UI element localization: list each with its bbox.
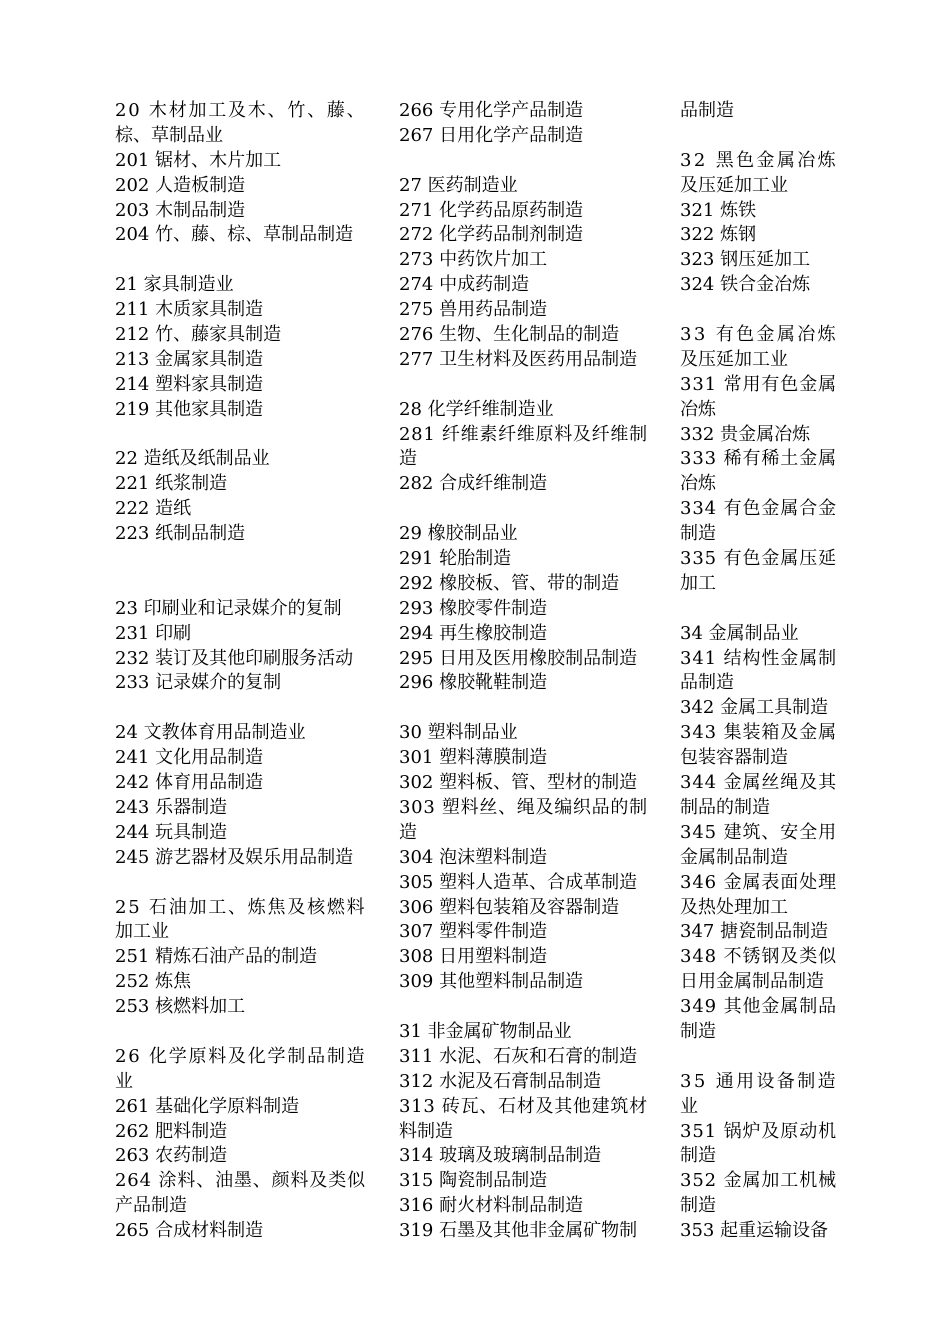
category-heading: 24 文教体育用品制造业 xyxy=(115,722,306,744)
blank-line xyxy=(680,124,836,149)
category-line: 266 专用化学产品制造 xyxy=(399,100,584,121)
category-line: 294 再生橡胶制造 xyxy=(399,622,548,644)
blank-line xyxy=(680,1045,836,1070)
category-line: 304 泡沫塑料制造 xyxy=(399,846,548,868)
category-line: 业 xyxy=(115,1070,133,1092)
category-line: 276 生物、生化制品的制造 xyxy=(399,324,620,346)
category-heading: 34 金属制品业 xyxy=(680,622,799,644)
category-line: 245 游艺器材及娱乐用品制造 xyxy=(115,846,354,868)
category-line: 302 塑料板、管、型材的制造 xyxy=(399,772,638,794)
category-line: 料制造 xyxy=(399,1120,453,1142)
category-line: 347 搪瓷制品制造 xyxy=(680,921,829,943)
category-line: 341 结构性金属制 xyxy=(680,647,837,669)
category-line: 316 耐火材料制品制造 xyxy=(399,1195,584,1217)
category-line: 214 塑料家具制造 xyxy=(115,373,264,395)
category-line: 352 金属加工机械 xyxy=(680,1170,837,1192)
category-line: 303 塑料丝、绳及编织品的制 xyxy=(399,796,648,818)
category-line: 244 玩具制造 xyxy=(115,821,228,843)
category-line: 296 橡胶靴鞋制造 xyxy=(399,672,548,694)
category-line: 281 纤维素纤维原料及纤维制 xyxy=(399,423,648,445)
category-line: 348 不锈钢及类似 xyxy=(680,946,837,968)
category-line: 262 肥料制造 xyxy=(115,1120,228,1142)
category-line: 334 有色金属合金 xyxy=(680,498,837,520)
category-line: 277 卫生材料及医药用品制造 xyxy=(399,348,638,370)
category-line: 221 纸浆制造 xyxy=(115,473,228,495)
category-line: 日用金属制品制造 xyxy=(680,971,824,993)
category-line: 344 金属丝绳及其 xyxy=(680,772,837,794)
blank-line xyxy=(399,149,647,174)
category-line: 307 塑料零件制造 xyxy=(399,921,548,943)
category-line: 251 精炼石油产品的制造 xyxy=(115,946,318,968)
column-3 xyxy=(680,99,839,1244)
category-line: 305 塑料人造革、合成革制造 xyxy=(399,871,638,893)
category-line: 351 锅炉及原动机 xyxy=(680,1120,837,1142)
category-line: 冶炼 xyxy=(680,473,716,495)
category-line: 324 铁合金冶炼 xyxy=(680,274,811,296)
blank-line xyxy=(115,423,365,448)
category-line: 275 兽用药品制造 xyxy=(399,299,548,321)
category-line: 272 化学药品制剂制造 xyxy=(399,224,584,246)
category-line: 223 纸制品制造 xyxy=(115,523,246,545)
blank-line xyxy=(115,547,365,572)
category-line: 业 xyxy=(680,1095,698,1117)
category-heading: 21 家具制造业 xyxy=(115,274,234,296)
category-line: 271 化学药品原药制造 xyxy=(399,199,584,221)
category-line: 264 涂料、油墨、颜料及类似 xyxy=(115,1170,366,1192)
category-line: 261 基础化学原料制造 xyxy=(115,1095,300,1117)
blank-line xyxy=(680,597,836,622)
category-line: 315 陶瓷制品制造 xyxy=(399,1170,548,1192)
category-line: 242 体育用品制造 xyxy=(115,772,264,794)
blank-line xyxy=(680,298,836,323)
category-line: 263 农药制造 xyxy=(115,1145,228,1167)
category-heading: 20 木材加工及木、竹、藤、 xyxy=(115,100,367,121)
category-line: 制造 xyxy=(680,523,716,545)
category-line: 包装容器制造 xyxy=(680,747,788,769)
category-line: 203 木制品制造 xyxy=(115,199,246,221)
category-line: 造 xyxy=(399,821,417,843)
category-line: 335 有色金属压延 xyxy=(680,548,837,570)
category-line: 313 砖瓦、石材及其他建筑材 xyxy=(399,1095,648,1117)
category-line: 343 集装箱及金属 xyxy=(680,722,837,744)
category-line: 308 日用塑料制造 xyxy=(399,946,548,968)
category-heading: 35 通用设备制造 xyxy=(680,1070,839,1092)
category-line: 204 竹、藤、棕、草制品制造 xyxy=(115,224,354,246)
category-line: 322 炼钢 xyxy=(680,224,757,246)
category-line: 212 竹、藤家具制造 xyxy=(115,324,282,346)
blank-line xyxy=(399,696,647,721)
blank-line xyxy=(115,248,365,273)
category-line: 造 xyxy=(399,448,417,470)
category-line: 342 金属工具制造 xyxy=(680,697,829,719)
category-line: 制造 xyxy=(680,1195,716,1217)
blank-line xyxy=(115,696,365,721)
category-line: 及压延加工业 xyxy=(680,348,788,370)
category-line: 291 轮胎制造 xyxy=(399,548,512,570)
category-line: 及热处理加工 xyxy=(680,896,788,918)
category-line: 332 贵金属冶炼 xyxy=(680,423,811,445)
category-line: 241 文化用品制造 xyxy=(115,747,264,769)
category-line: 265 合成材料制造 xyxy=(115,1220,264,1242)
category-line: 346 金属表面处理 xyxy=(680,871,837,893)
category-heading: 27 医药制造业 xyxy=(399,174,518,196)
category-line: 293 橡胶零件制造 xyxy=(399,597,548,619)
category-line: 冶炼 xyxy=(680,398,716,420)
category-line: 349 其他金属制品 xyxy=(680,996,837,1018)
category-line: 232 装订及其他印刷服务活动 xyxy=(115,647,354,669)
category-line: 金属制品制造 xyxy=(680,846,788,868)
category-line: 295 日用及医用橡胶制品制造 xyxy=(399,647,638,669)
category-line: 243 乐器制造 xyxy=(115,796,228,818)
category-line: 292 橡胶板、管、带的制造 xyxy=(399,572,620,594)
category-line: 333 稀有稀土金属 xyxy=(680,448,837,470)
category-line: 282 合成纤维制造 xyxy=(399,473,548,495)
category-line: 品制造 xyxy=(680,672,734,694)
category-heading: 28 化学纤维制造业 xyxy=(399,398,554,420)
category-heading: 29 橡胶制品业 xyxy=(399,523,518,545)
blank-line xyxy=(115,1020,365,1045)
category-line: 331 常用有色金属 xyxy=(680,373,837,395)
blank-line xyxy=(399,497,647,522)
category-line: 321 炼铁 xyxy=(680,199,757,221)
category-line: 加工业 xyxy=(115,921,169,943)
category-line: 202 人造板制造 xyxy=(115,174,246,196)
category-line: 314 玻璃及玻璃制品制造 xyxy=(399,1145,602,1167)
category-line: 345 建筑、安全用 xyxy=(680,821,837,843)
category-line: 品制造 xyxy=(680,100,734,121)
category-line: 311 水泥、石灰和石膏的制造 xyxy=(399,1045,638,1067)
category-line: 制造 xyxy=(680,1020,716,1042)
category-heading: 32 黑色金属冶炼 xyxy=(680,149,839,171)
category-line: 312 水泥及石膏制品制造 xyxy=(399,1070,602,1092)
category-line: 309 其他塑料制品制造 xyxy=(399,971,584,993)
category-line: 211 木质家具制造 xyxy=(115,299,264,321)
category-line: 231 印刷 xyxy=(115,622,192,644)
category-heading: 23 印刷业和记录媒介的复制 xyxy=(115,597,342,619)
category-line: 及压延加工业 xyxy=(680,174,788,196)
category-line: 301 塑料薄膜制造 xyxy=(399,747,548,769)
category-line: 306 塑料包装箱及容器制造 xyxy=(399,896,620,918)
category-heading: 22 造纸及纸制品业 xyxy=(115,448,270,470)
category-line: 323 钢压延加工 xyxy=(680,249,811,271)
category-line: 267 日用化学产品制造 xyxy=(399,124,584,146)
category-line: 213 金属家具制造 xyxy=(115,348,264,370)
blank-line xyxy=(399,373,647,398)
category-heading: 25 石油加工、炼焦及核燃料 xyxy=(115,896,367,918)
category-line: 201 锯材、木片加工 xyxy=(115,149,282,171)
category-line: 273 中药饮片加工 xyxy=(399,249,548,271)
category-heading: 31 非金属矿物制品业 xyxy=(399,1020,572,1042)
category-line: 233 记录媒介的复制 xyxy=(115,672,282,694)
category-heading: 33 有色金属冶炼 xyxy=(680,324,839,346)
category-line: 制造 xyxy=(680,1145,716,1167)
column-2 xyxy=(399,99,647,1244)
category-line: 319 石墨及其他非金属矿物制 xyxy=(399,1220,638,1242)
blank-line xyxy=(115,871,365,896)
category-line: 252 炼焦 xyxy=(115,971,192,993)
category-line: 制品的制造 xyxy=(680,796,770,818)
category-line: 加工 xyxy=(680,572,716,594)
category-line: 产品制造 xyxy=(115,1195,187,1217)
blank-line xyxy=(115,572,365,597)
category-line: 353 起重运输设备 xyxy=(680,1220,829,1242)
category-line: 253 核燃料加工 xyxy=(115,996,246,1018)
category-line: 棕、草制品业 xyxy=(115,124,223,146)
category-heading: 26 化学原料及化学制品制造 xyxy=(115,1045,367,1067)
category-line: 274 中成药制造 xyxy=(399,274,530,296)
blank-line xyxy=(399,995,647,1020)
column-1 xyxy=(115,99,365,1244)
category-line: 219 其他家具制造 xyxy=(115,398,264,420)
category-heading: 30 塑料制品业 xyxy=(399,722,518,744)
category-line: 222 造纸 xyxy=(115,498,192,520)
